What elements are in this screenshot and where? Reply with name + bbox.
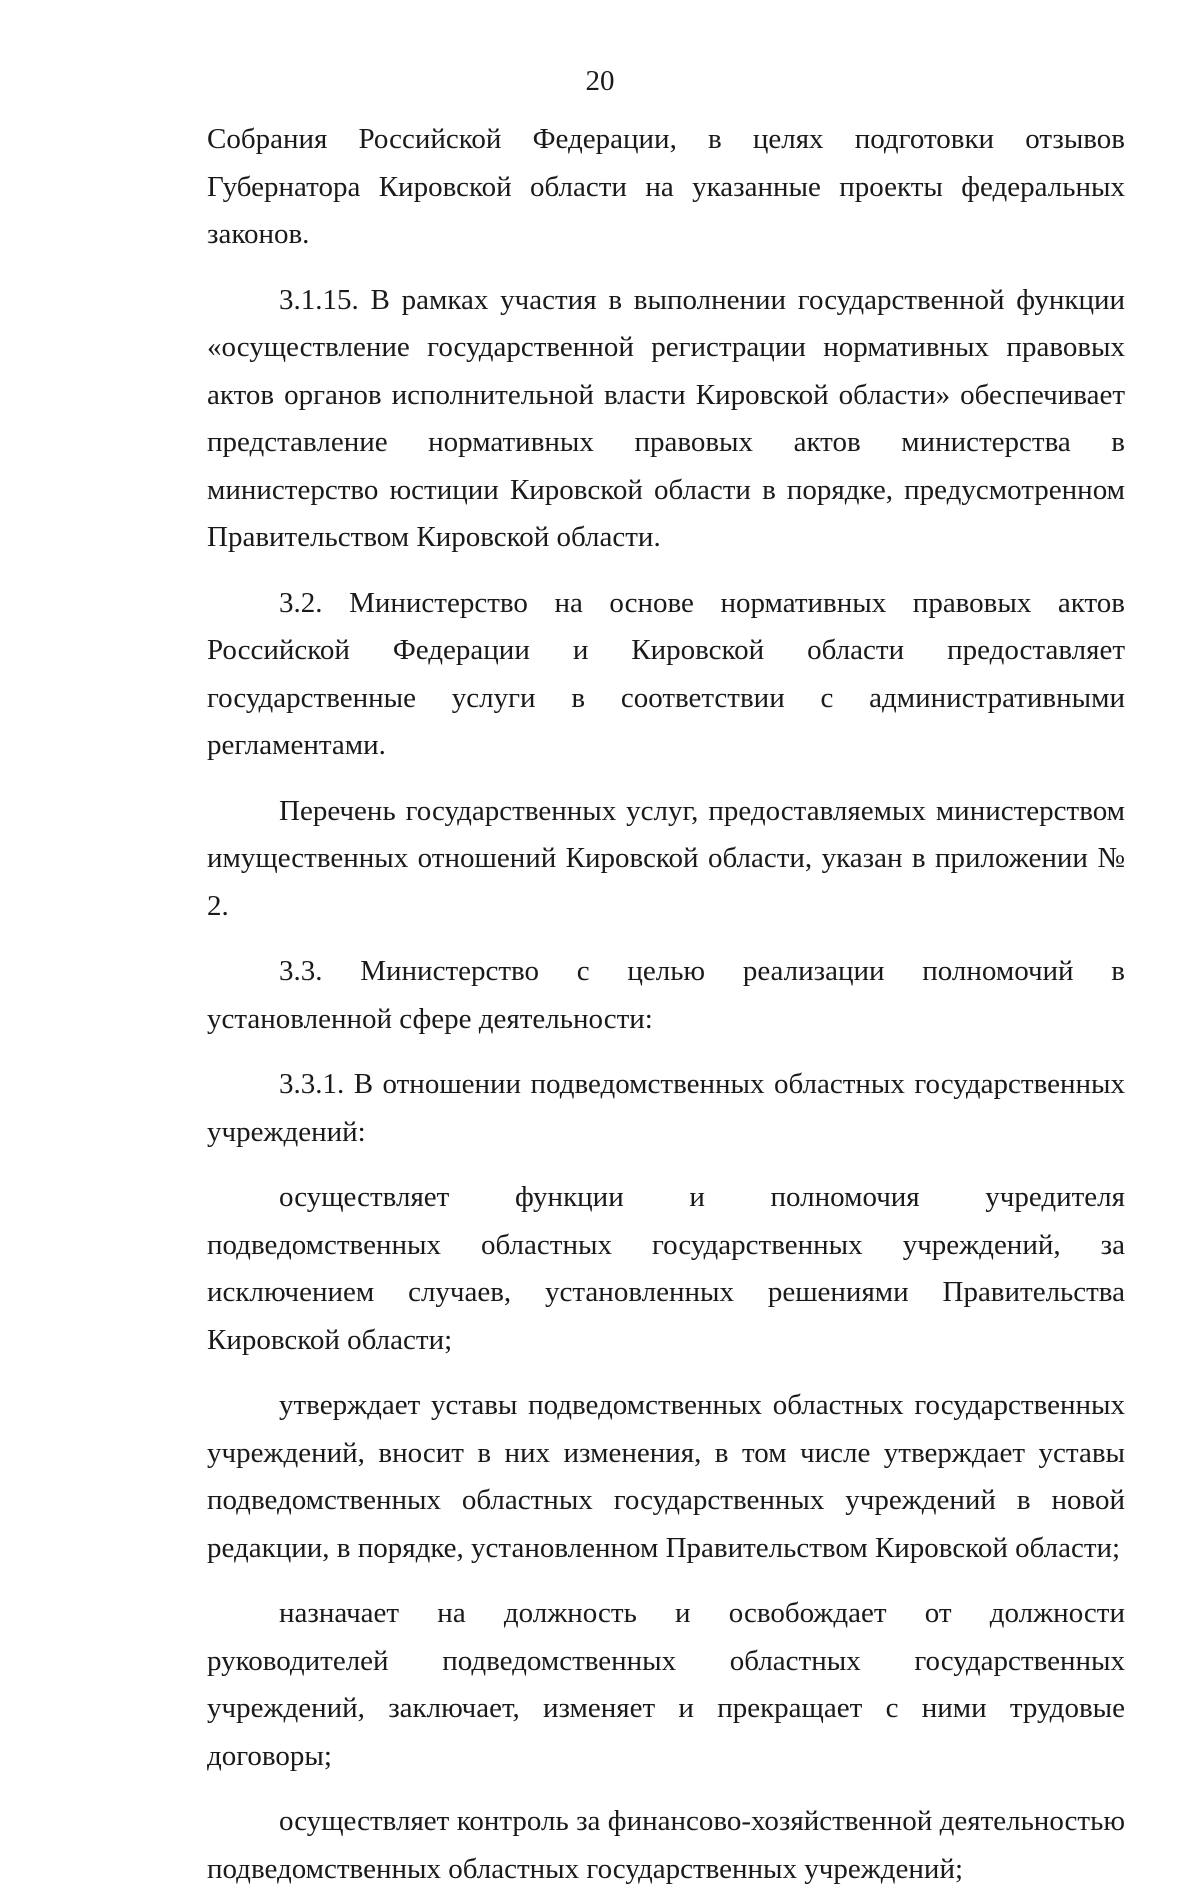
paragraph-3-3: 3.3. Министерство с целью реализации полномочий в установленной сфере деятельности: (207, 955, 1125, 1035)
paragraph-financial-control: осуществляет контроль за финансово-хозяйственной деятельностью подведомственных областных государственных учреждений; (207, 1805, 1125, 1885)
paragraph-continuation: Собрания Российской Федерации, в целях подготовки отзывов Губернатора Кировской области на указанные проекты федеральных законов. (207, 123, 1125, 250)
paragraph-founder-functions: осуществляет функции и полномочия учредителя подведомственных областных государственных учреждений, за исключением случаев, установленных решениями Правительства Кировской области; (207, 1181, 1125, 1356)
paragraph-charters: утверждает уставы подведомственных областных государственных учреждений, вносит в них изменения, в том числе утверждает уставы подведомственных областных государственных учреждений в новой редакции, в порядке, установленном Правительством Кировской области; (207, 1389, 1125, 1564)
paragraph-3-3-1: 3.3.1. В отношении подведомственных областных государственных учреждений: (207, 1068, 1125, 1148)
document-body (207, 116, 1125, 1893)
paragraph-appointments: назначает на должность и освобождает от должности руководителей подведомственных областных государственных учреждений, заключает, изменяет и прекращает с ними трудовые договоры; (207, 1597, 1125, 1772)
paragraph-3-2: 3.2. Министерство на основе нормативных правовых актов Российской Федерации и Кировской области предоставляет государственные услуги в соответствии с административными регламентами. (207, 586, 1125, 761)
page-number: 20 (585, 65, 615, 97)
paragraph-services-list: Перечень государственных услуг, предоставляемых министерством имущественных отношений Кировской области, указан в приложении № 2. (207, 794, 1125, 922)
paragraph-3-1-15: 3.1.15. В рамках участия в выполнении государственной функции «осуществление государственной регистрации нормативных правовых актов органов исполнительной власти Кировской области» обеспечивает представление нормативных правовых актов министерства в министерство юстиции Кировской области в порядке, предусмотренном Правительством Кировской области. (207, 283, 1125, 553)
